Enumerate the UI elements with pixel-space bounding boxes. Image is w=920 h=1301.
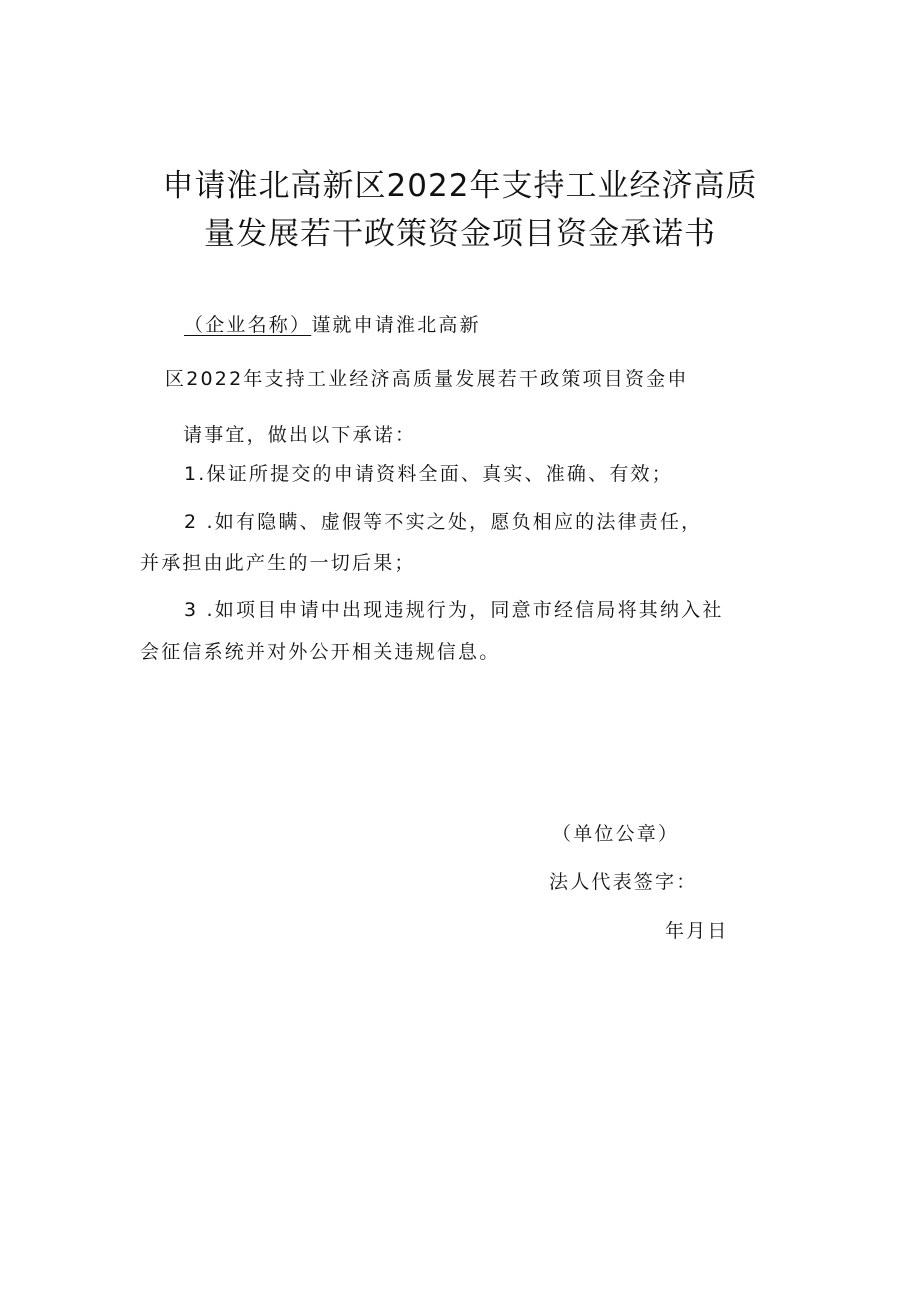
document-title-line-1: 申请淮北高新区2022年支持工业经济高质 [162, 168, 758, 204]
company-seal-label: （单位公章） [552, 823, 680, 845]
intro-line-1 [184, 313, 481, 337]
intro-line-1-text: 谨就申请淮北高新 [311, 314, 481, 336]
intro-line-3: 请事宜，做出以下承诺： [183, 424, 417, 446]
commitment-item-2: 2 .如有隐瞒、虚假等不实之处，愿负相应的法律责任， [184, 511, 703, 533]
intro-line-2: 区2022年支持工业经济高质量发展若干政策项目资金申 [165, 368, 689, 390]
legal-representative-signature-label: 法人代表签字： [549, 871, 698, 893]
commitment-item-1: 1.保证所提交的申请资料全面、真实、准确、有效； [184, 463, 673, 485]
date-label: 年月日 [665, 920, 729, 942]
commitment-item-3: 3 .如项目申请中出现违规行为，同意市经信局将其纳入社 [184, 599, 724, 621]
commitment-item-3-continuation: 会征信系统并对外公开相关违规信息。 [140, 641, 501, 663]
document-title-line-2: 量发展若干政策资金项目资金承诺书 [204, 216, 716, 252]
company-name-placeholder: （企业名称） [184, 314, 312, 336]
commitment-item-2-continuation: 并承担由此产生的一切后果； [140, 552, 416, 574]
